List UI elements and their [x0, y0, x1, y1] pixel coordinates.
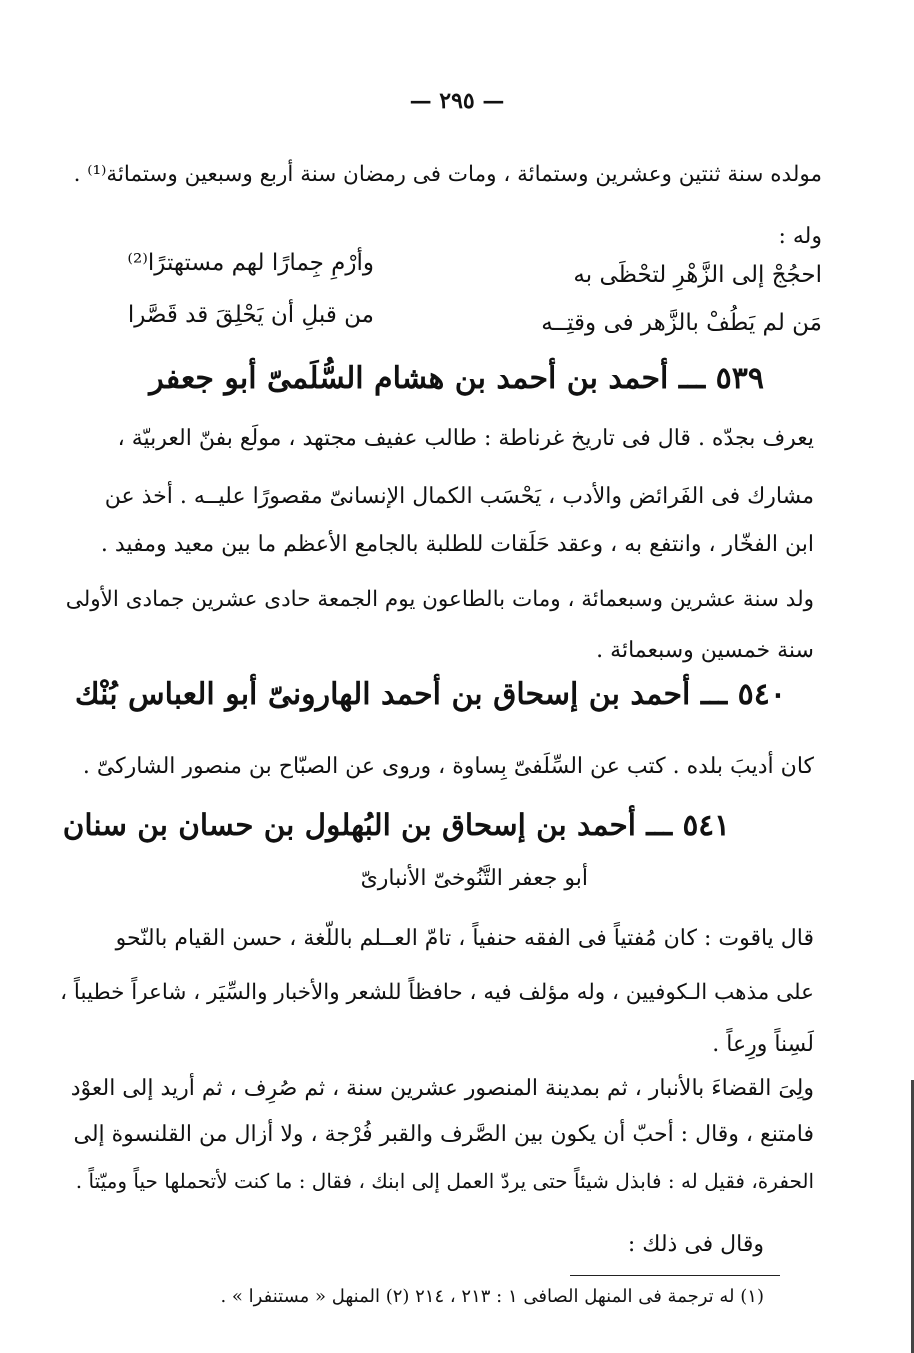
entry-subheading: أبو جعفر التَّنُوخىّ الأنبارىّ	[360, 866, 588, 891]
text-line: ابن الفخّار ، وانتفع به ، وعقد حَلَقات للطلبة بالجامع الأعظم ما بين معيد ومفيد .	[100, 532, 814, 557]
entry-heading: ٥٤١ ـــ أحمد بن إسحاق بن البُهلول بن حسان بن سنان	[62, 807, 730, 842]
footnote: (١) له ترجمة فى المنهل الصافى ١ : ٢١٣ ، ٢١٤ (٢) المنهل « مستنفرا » .	[220, 1286, 764, 1307]
entry-heading: ٥٤٠ ـــ أحمد بن إسحاق بن أحمد الهارونىّ أبو العباس بُنْك	[74, 677, 786, 712]
text-line: وقال فى ذلك :	[627, 1232, 764, 1257]
verse-hemistich: من قبلِ أن يَحْلِقَ قد قَصَّرا	[127, 302, 374, 328]
text-line: على مذهب الـكوفيين ، وله مؤلف فيه ، حافظاً للشعر والأخبار والسِّيَر ، شاعراً خطيباً ،	[60, 980, 814, 1005]
verse-hemistich: احجُجْ إلى الزَّهْرِ لتحْظَى به	[573, 262, 822, 288]
text-line: الحفرة، فقيل له : فابذل شيئاً حتى يردّ العمل إلى ابنك ، فقال : ما كنت لأتحملها حياً وميّتاً .	[75, 1169, 814, 1193]
text-line: مولده سنة ثنتين وعشرين وستمائة ، ومات فى رمضان سنة أربع وسبعين وستمائة⁽¹⁾ .	[73, 162, 822, 187]
text-line: قال ياقوت : كان مُفتياً فى الفقه حنفياً ، تامّ العــلم باللّغة ، حسن القيام بالنّحو	[115, 926, 814, 951]
entry-heading: ٥٣٩ ـــ أحمد بن أحمد بن هشام السُّلَمىّ أبو جعفر	[149, 361, 764, 396]
page-number: — ٢٩٥ —	[409, 88, 505, 114]
verse-hemistich: وأرْمِ جِمارًا لهم مستهترًا⁽²⁾	[127, 250, 374, 276]
text-line: ولِىَ القضاءَ بالأنبار ، ثم بمدينة المنصور عشرين سنة ، ثم صُرِف ، ثم أريد إلى العوْد	[70, 1076, 814, 1101]
text-line: وله :	[778, 224, 822, 249]
verse-hemistich: مَن لم يَطُفْ بالزَّهر فى وقتِــه	[541, 310, 822, 336]
footnote-rule	[570, 1275, 780, 1276]
text-line: سنة خمسين وسبعمائة .	[596, 638, 814, 663]
text-line: لَسِناً ورِعاً .	[712, 1032, 814, 1057]
text-line: فامتنع ، وقال : أحبّ أن يكون بين الصَّرف والقبر فُرْجة ، ولا أزال من القلنسوة إلى	[73, 1122, 814, 1147]
text-line: مشارك فى الفَرائض والأدب ، يَحْسَب الكمال الإنسانىّ مقصورًا عليــه . أخذ عن	[104, 484, 814, 509]
text-line: كان أديبَ بلده . كتب عن السِّلَفىّ بِساوة ، وروى عن الصبّاح بن منصور الشاركىّ .	[82, 754, 814, 779]
text-line: يعرف بجدّه . قال فى تاريخ غرناطة : طالب عفيف مجتهد ، مولَع بفنّ العربيّة ،	[117, 426, 814, 451]
text-line: ولد سنة عشرين وسبعمائة ، ومات بالطاعون يوم الجمعة حادى عشرين جمادى الأولى	[65, 587, 814, 612]
